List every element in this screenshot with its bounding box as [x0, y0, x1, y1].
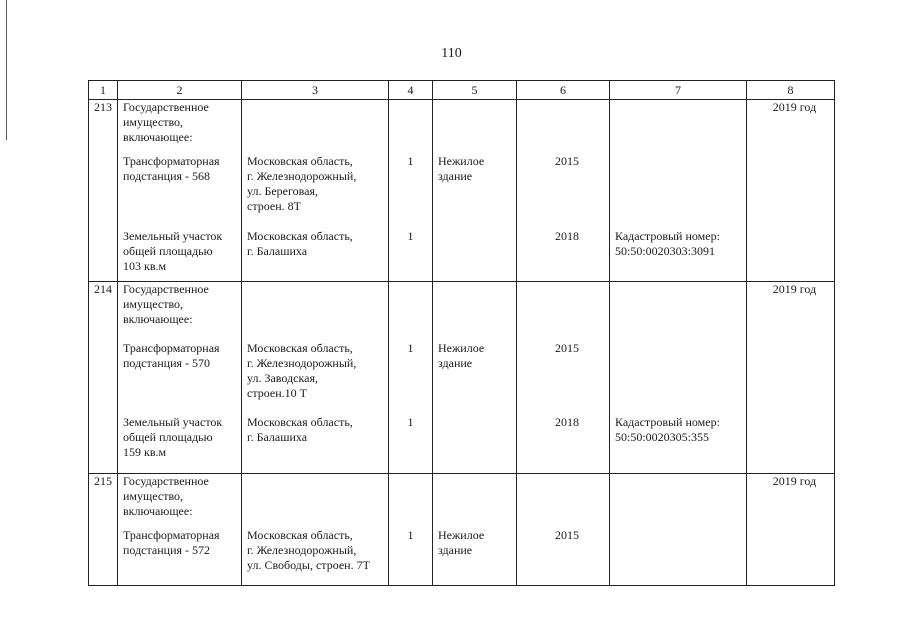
item-note: Кадастровый номер: 50:50:0020303:3091 [615, 228, 720, 258]
item-row [89, 528, 835, 586]
item-type: Нежилое здание [438, 153, 485, 183]
item-row [89, 229, 835, 282]
group-title: Государственное имущество, включающее: [123, 100, 209, 144]
item-address: Московская область, г. Железнодорожный, ул. Свободы, строен. 7Т [247, 527, 370, 572]
column-header: 4 [389, 81, 433, 100]
year-cell: 2019 год [747, 474, 835, 528]
item-address: Московская область, г. Железнодорожный, ул. Заводская, строен.10 Т [247, 340, 357, 400]
item-row [89, 415, 835, 474]
item-year-built: 2018 [517, 415, 610, 474]
year-cell: 2019 год [747, 100, 835, 154]
item-type: Нежилое здание [438, 340, 485, 370]
year-cell: 2019 год [747, 282, 835, 341]
item-address: Московская область, г. Железнодорожный, ул. Береговая, строен. 8Т [247, 153, 357, 213]
column-header: 1 [89, 81, 118, 100]
item-quantity: 1 [389, 229, 433, 282]
column-header: 8 [747, 81, 835, 100]
item-name: Земельный участок общей площадью 159 кв.м [123, 414, 223, 459]
item-note: Кадастровый номер: 50:50:0020305:355 [615, 414, 720, 444]
group-title-row [89, 100, 835, 154]
item-address: Московская область, г. Балашиха [247, 414, 353, 444]
group-title: Государственное имущество, включающее: [123, 474, 209, 518]
page-number: 110 [441, 46, 462, 61]
scan-edge-line [6, 0, 7, 140]
item-year-built: 2015 [517, 341, 610, 415]
item-quantity: 1 [389, 528, 433, 586]
group-title-row [89, 474, 835, 528]
column-header: 3 [242, 81, 389, 100]
item-name: Земельный участок общей площадью 103 кв.м [123, 228, 223, 273]
column-header: 2 [118, 81, 242, 100]
item-row [89, 341, 835, 415]
record-number: 214 [89, 282, 118, 341]
column-header: 7 [610, 81, 747, 100]
column-header: 5 [433, 81, 517, 100]
item-quantity: 1 [389, 154, 433, 229]
record-number: 215 [89, 474, 118, 528]
group-title-row [89, 282, 835, 341]
item-name: Трансформаторная подстанция - 568 [123, 153, 220, 183]
item-type: Нежилое здание [438, 527, 485, 557]
header-row [89, 81, 835, 100]
item-name: Трансформаторная подстанция - 572 [123, 527, 220, 557]
item-year-built: 2015 [517, 154, 610, 229]
item-row [89, 154, 835, 229]
property-register-table [88, 80, 835, 586]
column-header: 6 [517, 81, 610, 100]
record-number: 213 [89, 100, 118, 154]
item-quantity: 1 [389, 341, 433, 415]
item-year-built: 2018 [517, 229, 610, 282]
item-address: Московская область, г. Балашиха [247, 228, 353, 258]
item-year-built: 2015 [517, 528, 610, 586]
group-title: Государственное имущество, включающее: [123, 282, 209, 326]
item-quantity: 1 [389, 415, 433, 474]
item-name: Трансформаторная подстанция - 570 [123, 340, 220, 370]
